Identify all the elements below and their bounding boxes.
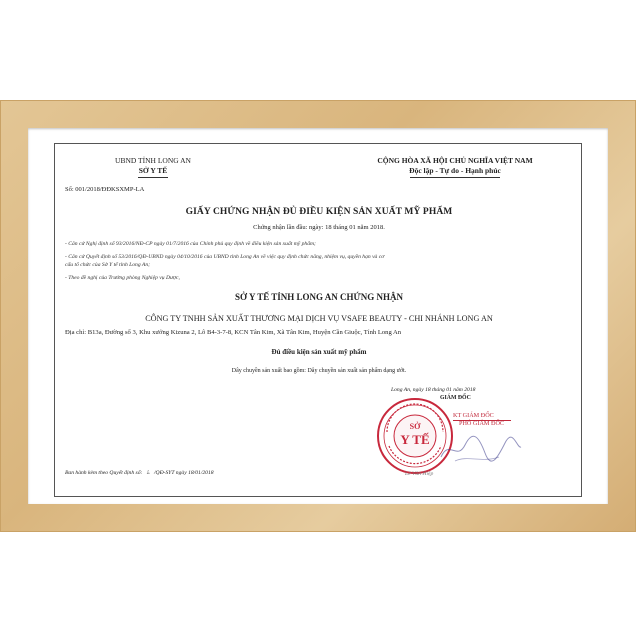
legal-basis-2-cont: cấu tổ chức của Sở Y tế tỉnh Long An; <box>65 262 151 268</box>
stamp-top-text: SỞ <box>409 422 421 431</box>
legal-basis-2: - Căn cứ Quyết định số 53/2016/QĐ-UBND ngày 04/10/2016 của UBND tỉnh Long An về việc quy định chức năng, nhiệm vụ, quyền hạn và cơ <box>65 254 385 260</box>
legal-basis-3: - Theo đề nghị của Trưởng phòng Nghiệp vụ Dược, <box>65 275 180 281</box>
handwritten-signature <box>435 431 525 467</box>
signer-name: Lê Văn Hiệp <box>405 471 434 477</box>
national-underline <box>410 177 500 178</box>
director-title: GIÁM ĐỐC <box>440 395 471 401</box>
certificate-title: GIẤY CHỨNG NHẬN ĐỦ ĐIỀU KIỆN SẢN XUẤT MỸ PHẨM <box>185 207 453 217</box>
issuer-underline <box>138 177 168 178</box>
issuer-header <box>93 156 213 178</box>
footer-decision <box>65 468 214 476</box>
handwritten-number-mark: ﾑ <box>146 470 150 476</box>
issue-date-line: Chứng nhận lần đầu: ngày: 18 tháng 01 năm 2018. <box>253 224 385 231</box>
document-number: Số: 001/2018/ĐĐKSXMP-LA <box>65 186 145 193</box>
signature-title-1: KT GIÁM ĐỐC <box>453 412 494 419</box>
signature-title-2: PHÓ GIÁM ĐỐC <box>459 420 505 427</box>
certificate-document <box>54 143 582 497</box>
footer-prefix: Ban hành kèm theo Quyết định số: <box>65 470 143 476</box>
footer-suffix: /QĐ-SYT ngày 18/01/2018 <box>154 470 214 476</box>
company-name: CÔNG TY TNHH SẢN XUẤT THƯƠNG MẠI DỊCH VỤ VSAFE BEAUTY - CHI NHÁNH LONG AN <box>145 314 493 323</box>
stamp-main-text: Y TẾ <box>400 432 430 447</box>
company-address: Địa chỉ: B13a, Đường số 3, Khu xưởng Kizuna 2, Lô B4-3-7-8, KCN Tân Kim, Xã Tân Kim, Huyện Cần Giuộc, Tỉnh Long An <box>65 329 402 336</box>
issuer-province: UBND TỈNH LONG AN <box>115 156 191 165</box>
production-line-info: Dây chuyền sản xuất bao gồm: Dây chuyền sản xuất sản phẩm dạng ướt. <box>231 368 407 374</box>
issuer-department: SỞ Y TẾ <box>138 166 168 175</box>
national-name: CỘNG HÒA XÃ HỘI CHỦ NGHĨA VIỆT NAM <box>377 156 533 165</box>
national-header <box>355 156 555 178</box>
national-motto: Độc lập - Tự do - Hạnh phúc <box>409 166 501 175</box>
condition-statement: Đủ điều kiện sản xuất mỹ phẩm <box>271 348 367 356</box>
certify-heading: SỞ Y TẾ TỈNH LONG AN CHỨNG NHẬN <box>235 292 403 302</box>
place-and-date: Long An, ngày 18 tháng 01 năm 2018 <box>391 387 476 393</box>
legal-basis-1: - Căn cứ Nghị định số 93/2016/NĐ-CP ngày 01/7/2016 của Chính phủ quy định về điều kiện sản xuất mỹ phẩm; <box>65 241 316 247</box>
